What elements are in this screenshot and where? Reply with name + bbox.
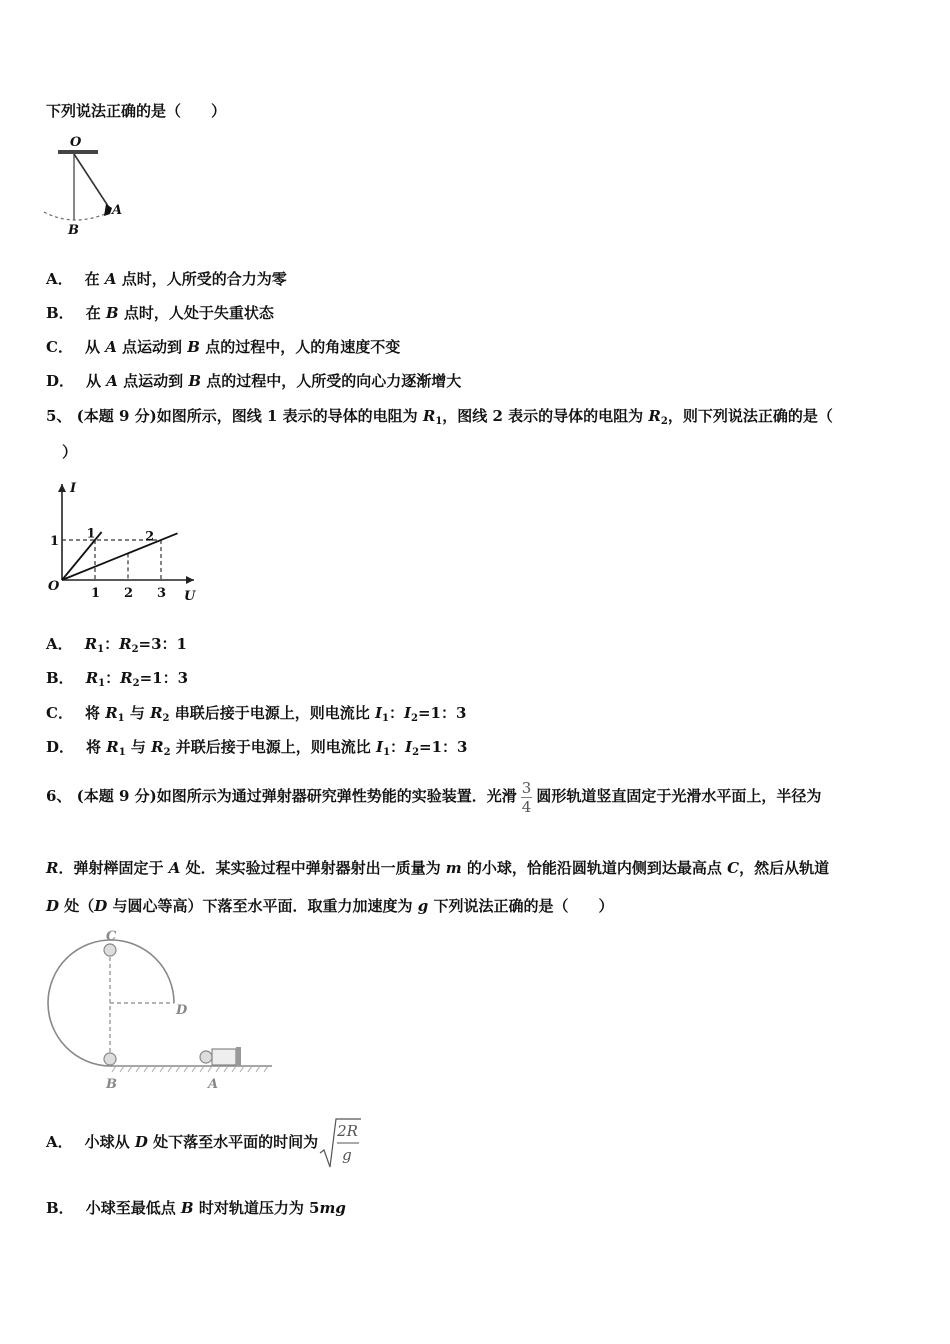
- var-r: R: [151, 738, 164, 756]
- option-text: 与: [124, 704, 151, 722]
- option-var: B: [188, 372, 202, 390]
- spring-launcher: [212, 1049, 236, 1065]
- option-text: 点的过程中，人所受的向心力逐渐增大: [201, 372, 462, 390]
- track-label-c: C: [106, 929, 117, 944]
- pendulum-label-a: A: [112, 203, 123, 218]
- var-r: R: [119, 635, 132, 653]
- person-icon: [104, 204, 112, 216]
- q6-option-b: [46, 1198, 346, 1218]
- stem-text: ，然后从轨道: [739, 859, 830, 877]
- subscript: 1: [97, 644, 105, 655]
- var-r: R: [150, 704, 163, 722]
- var-i: I: [376, 738, 384, 756]
- option-text: 时对轨道压力为 5: [193, 1199, 320, 1217]
- fraction-denominator: 4: [521, 797, 532, 816]
- option-key: A．: [46, 1133, 73, 1151]
- option-key: A．: [46, 635, 73, 653]
- track-label-b: B: [106, 1077, 117, 1092]
- option-var: B: [105, 304, 119, 322]
- option-key: D．: [46, 738, 75, 756]
- q5-option-a: [46, 634, 187, 654]
- option-text: 与: [125, 738, 152, 756]
- stem-text: 处．某实验过程中弹射器射出一质量为: [180, 859, 446, 877]
- var-a: A: [168, 859, 181, 877]
- origin-label: O: [48, 579, 60, 594]
- var-r: R: [46, 859, 59, 877]
- var-c: C: [727, 859, 740, 877]
- option-text: 处下落至水平面的时间为: [147, 1133, 319, 1151]
- q5-option-b: [46, 668, 188, 688]
- option-var: A: [105, 338, 117, 356]
- var-r: R: [105, 704, 118, 722]
- q5-option-c: [46, 703, 466, 723]
- q5-option-d: [46, 737, 468, 757]
- subscript: 2: [412, 747, 420, 758]
- var-g: g: [417, 897, 429, 915]
- x-tick-label-1: 1: [91, 586, 101, 601]
- sqrt-denominator: g: [342, 1146, 352, 1164]
- option-var: A: [104, 270, 117, 288]
- subscript: 1: [383, 747, 391, 758]
- option-text: 小球从: [84, 1133, 135, 1151]
- var-m: m: [445, 859, 462, 877]
- ball-bottom: [104, 1053, 116, 1065]
- option-text: 点的过程中，人的角速度不变: [199, 338, 401, 356]
- var-r: R: [85, 669, 99, 687]
- y-tick-label-1: 1: [50, 534, 60, 549]
- var-i: I: [374, 704, 382, 722]
- option-text: =3：1: [138, 635, 187, 653]
- x-tick-label-2: 2: [124, 586, 134, 601]
- iu-chart: [44, 476, 204, 606]
- sqrt-expression: [318, 1117, 362, 1169]
- option-var: D: [134, 1133, 148, 1151]
- option-var: A: [106, 372, 118, 390]
- var-d: D: [46, 897, 60, 915]
- q4-option-c: [46, 337, 400, 357]
- option-var: B: [180, 1199, 194, 1217]
- option-text: 将: [86, 738, 107, 756]
- q6-line-2: [46, 858, 829, 878]
- q5-stem: [46, 406, 833, 426]
- question-number: 5、: [46, 407, 72, 425]
- option-text: 串联后接于电源上，则电流比: [169, 704, 375, 722]
- option-text: 从: [86, 372, 107, 390]
- var-r: R: [648, 407, 661, 425]
- q4-option-b: [46, 303, 274, 323]
- q6-line-1: [46, 776, 821, 816]
- option-key: D．: [46, 372, 75, 390]
- subscript: 2: [132, 678, 140, 689]
- q5-stem-end: ）: [62, 443, 78, 461]
- var-r: R: [106, 738, 119, 756]
- stem-text: ，图线 2 表示的导体的电阻为: [442, 407, 649, 425]
- subscript: 2: [660, 416, 668, 427]
- option-text: ：: [105, 669, 121, 687]
- option-key: C．: [46, 704, 73, 722]
- series-label-1: 1: [86, 526, 96, 542]
- subscript: 1: [382, 713, 389, 724]
- ball-top: [104, 944, 116, 956]
- option-text: ：: [390, 738, 406, 756]
- option-key: C．: [46, 338, 73, 356]
- option-text: =1：3: [419, 738, 468, 756]
- subscript: 2: [162, 713, 170, 724]
- y-axis-arrow: [58, 484, 66, 492]
- subscript: 1: [435, 416, 443, 427]
- option-key: B．: [46, 304, 74, 322]
- x-axis-label: U: [184, 589, 196, 604]
- subscript: 2: [131, 644, 139, 655]
- stem-text: 的小球，恰能沿圆轨道内侧到达最高点: [461, 859, 728, 877]
- pendulum-arc: [44, 212, 110, 220]
- pendulum-figure: [40, 132, 140, 240]
- var-i: I: [405, 738, 413, 756]
- option-text: 点运动到: [117, 372, 189, 390]
- x-axis-arrow: [186, 576, 194, 584]
- option-key: B．: [46, 669, 74, 687]
- var-i: I: [403, 704, 412, 722]
- q4-option-a: [46, 269, 287, 289]
- launcher-plate: [236, 1047, 241, 1066]
- pendulum-ceiling: [58, 150, 98, 154]
- option-var: mg: [319, 1199, 346, 1217]
- option-text: 在: [85, 304, 106, 322]
- x-tick-label-3: 3: [157, 586, 167, 601]
- var-r: R: [422, 407, 436, 425]
- subscript: 1: [117, 713, 125, 724]
- track-label-a: A: [208, 1077, 219, 1092]
- option-text: ：: [388, 704, 404, 722]
- subscript: 1: [98, 678, 106, 689]
- stem-text: 圆形轨道竖直固定于光滑水平面上，半径为: [536, 787, 822, 805]
- option-text: 小球至最低点: [85, 1199, 181, 1217]
- option-key: A．: [46, 270, 73, 288]
- q6-option-a: [46, 1116, 362, 1169]
- track-label-d: D: [176, 1003, 188, 1018]
- subscript: 2: [163, 747, 171, 758]
- option-text: 从: [84, 338, 106, 356]
- stem-text: (本题 9 分)如图所示为通过弹射器研究弹性势能的实验装置．光滑: [76, 787, 517, 805]
- ball-launcher: [200, 1051, 212, 1063]
- pendulum-rope: [74, 154, 108, 206]
- option-key: B．: [46, 1199, 74, 1217]
- three-quarter-fraction: [521, 779, 533, 816]
- fraction-numerator: 3: [521, 778, 532, 797]
- option-text: 点运动到: [116, 338, 188, 356]
- y-axis-label: I: [70, 481, 77, 496]
- stem-text: 与圆心等高）下落至水平面．取重力加速度为: [107, 897, 418, 915]
- option-text: 在: [84, 270, 105, 288]
- option-text: 点时，人处于失重状态: [118, 304, 274, 322]
- sqrt-numerator: 2R: [337, 1122, 358, 1140]
- q6-line-3: [46, 896, 613, 916]
- stem-text: 下列说法正确的是（ ）: [428, 897, 614, 915]
- option-var: B: [187, 338, 200, 356]
- option-text: 将: [84, 704, 106, 722]
- stem-text: 处（: [59, 897, 95, 915]
- q4-stem: 下列说法正确的是（ ）: [46, 102, 227, 120]
- option-text: =1：3: [139, 669, 189, 687]
- option-text: =1：3: [417, 704, 467, 722]
- option-text: ：: [104, 635, 120, 653]
- var-d: D: [94, 897, 108, 915]
- var-r: R: [84, 635, 98, 653]
- subscript: 2: [411, 713, 418, 724]
- track-figure: [40, 926, 280, 1096]
- question-number: 6、: [46, 787, 72, 805]
- series-label-2: 2: [145, 529, 155, 545]
- stem-text: (本题 9 分)如图所示，图线 1 表示的导体的电阻为: [76, 407, 423, 425]
- pendulum-label-o: O: [70, 135, 82, 150]
- ground-hatch: [112, 1066, 268, 1072]
- q4-option-d: [46, 371, 461, 391]
- stem-text: ．弹射榉固定于: [58, 859, 169, 877]
- var-r: R: [120, 669, 133, 687]
- pendulum-label-b: B: [68, 223, 79, 238]
- stem-text: ，则下列说法正确的是（: [667, 407, 833, 425]
- option-text: 点时，人所受的合力为零: [116, 270, 287, 288]
- option-text: 并联后接于电源上，则电流比: [170, 738, 377, 756]
- subscript: 1: [118, 747, 126, 758]
